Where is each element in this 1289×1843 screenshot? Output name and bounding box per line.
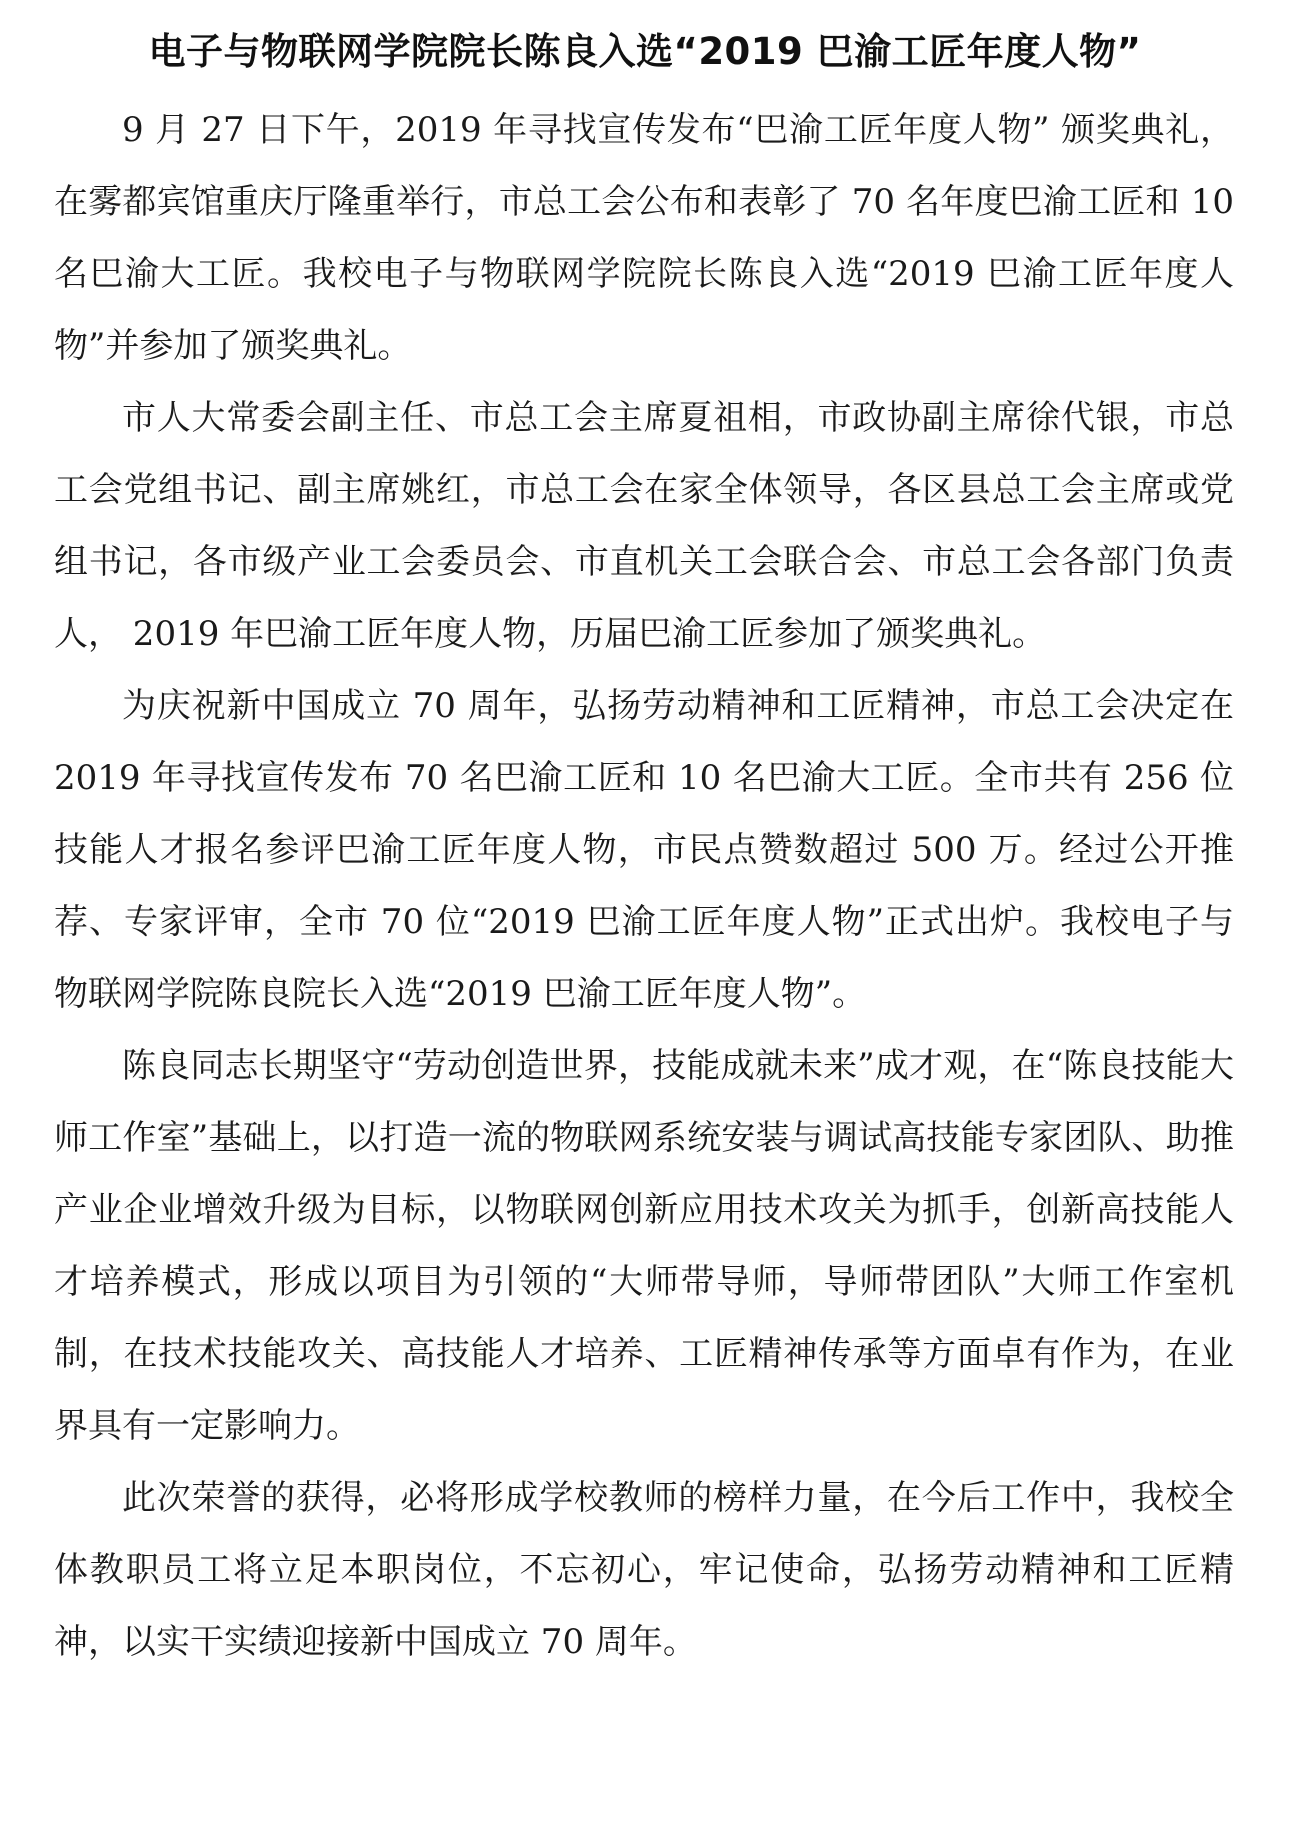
paragraph-achievements: 陈良同志长期坚守“劳动创造世界，技能成就未来”成才观，在“陈良技能大师工作室”基础上，以打造一流的物联网系统安装与调试高技能专家团队、助推产业企业增效升级为目标，以物联网创新应用技术攻关为抓手，创新高技能人才培养模式，形成以项目为引领的“大师带导师，导师带团队”大师工作室机制，在技术技能攻关、高技能人才培养、工匠精神传承等方面卓有作为，在业界具有一定影响力。 [54,1046,1234,1446]
paragraph-attendees: 市人大常委会副主任、市总工会主席夏祖相，市政协副主席徐代银，市总工会党组书记、副主席姚红，市总工会在家全体领导，各区县总工会主席或党组书记，各市级产业工会委员会、市直机关工会联合会、市总工会各部门负责人， 2019 年巴渝工匠年度人物，历届巴渝工匠参加了颁奖典礼。 [54,398,1234,654]
article-title: 电子与物联网学院院长陈良入选“2019 巴渝工匠年度人物” [148,30,1142,73]
paragraph-selection-process: 为庆祝新中国成立 70 周年，弘扬劳动精神和工匠精神，市总工会决定在 2019 年寻找宣传发布 70 名巴渝工匠和 10 名巴渝大工匠。全市共有 256 位技能人才报名参评巴渝工匠年度人物，市民点赞数超过 500 万。经过公开推荐、专家评审，全市 70 位“2019 巴渝工匠年度人物”正式出炉。我校电子与物联网学院陈良院长入选“2019 巴渝工匠年度人物”。 [54,686,1234,1014]
article-body [54,94,1234,1678]
paragraph-conclusion: 此次荣誉的获得，必将形成学校教师的榜样力量，在今后工作中，我校全体教职员工将立足本职岗位，不忘初心，牢记使命，弘扬劳动精神和工匠精神，以实干实绩迎接新中国成立 70 周年。 [54,1478,1234,1662]
paragraph-award-ceremony: 9 月 27 日下午，2019 年寻找宣传发布“巴渝工匠年度人物” 颁奖典礼，在雾都宾馆重庆厅隆重举行，市总工会公布和表彰了 70 名年度巴渝工匠和 10 名巴渝大工匠。我校电子与物联网学院院长陈良入选“2019 巴渝工匠年度人物”并参加了颁奖典礼。 [54,110,1234,366]
